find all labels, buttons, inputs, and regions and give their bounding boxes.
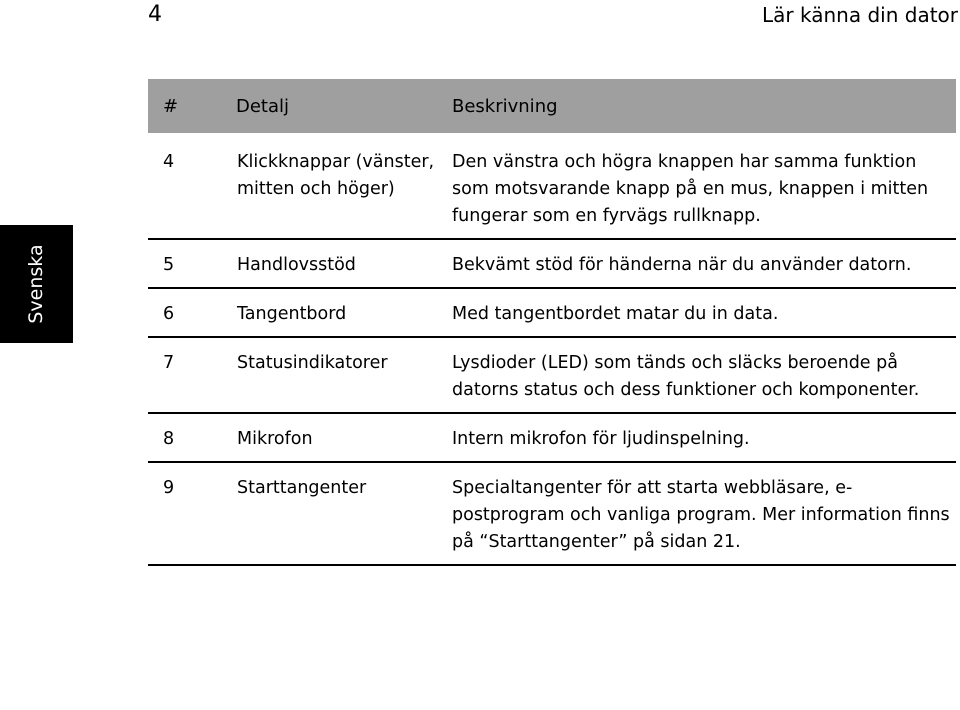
column-header-number: # xyxy=(148,79,236,133)
column-header-description: Beskrivning xyxy=(452,79,956,133)
row-detail: Tangentbord xyxy=(236,288,452,337)
chapter-title: Lär känna din dator xyxy=(762,3,958,27)
page-number: 4 xyxy=(148,2,162,27)
column-header-detail: Detalj xyxy=(236,79,452,133)
row-number: 9 xyxy=(148,462,236,565)
row-number: 7 xyxy=(148,337,236,413)
row-detail: Klickknappar (vänster, mitten och höger) xyxy=(236,133,452,239)
table-row xyxy=(148,133,956,239)
table-row xyxy=(148,337,956,413)
row-number: 4 xyxy=(148,133,236,239)
row-number: 8 xyxy=(148,413,236,462)
row-detail: Statusindikatorer xyxy=(236,337,452,413)
row-description: Bekvämt stöd för händerna när du använder datorn. xyxy=(452,239,956,288)
row-description: Specialtangenter för att starta webbläsare, e-postprogram och vanliga program. Mer information finns på “Starttangenter” på sidan 21. xyxy=(452,462,956,565)
row-number: 6 xyxy=(148,288,236,337)
feature-description-table xyxy=(148,79,956,566)
table-row xyxy=(148,239,956,288)
row-description: Den vänstra och högra knappen har samma funktion som motsvarande knapp på en mus, knappen i mitten fungerar som en fyrvägs rullknapp. xyxy=(452,133,956,239)
table-row xyxy=(148,462,956,565)
language-side-tab-label: Svenska xyxy=(25,244,47,324)
row-detail: Mikrofon xyxy=(236,413,452,462)
row-description: Med tangentbordet matar du in data. xyxy=(452,288,956,337)
table-row xyxy=(148,413,956,462)
row-detail: Handlovsstöd xyxy=(236,239,452,288)
row-detail: Starttangenter xyxy=(236,462,452,565)
row-description: Lysdioder (LED) som tänds och släcks beroende på datorns status och dess funktioner och komponenter. xyxy=(452,337,956,413)
row-description: Intern mikrofon för ljudinspelning. xyxy=(452,413,956,462)
table-row xyxy=(148,288,956,337)
row-number: 5 xyxy=(148,239,236,288)
table-header-row xyxy=(148,79,956,133)
